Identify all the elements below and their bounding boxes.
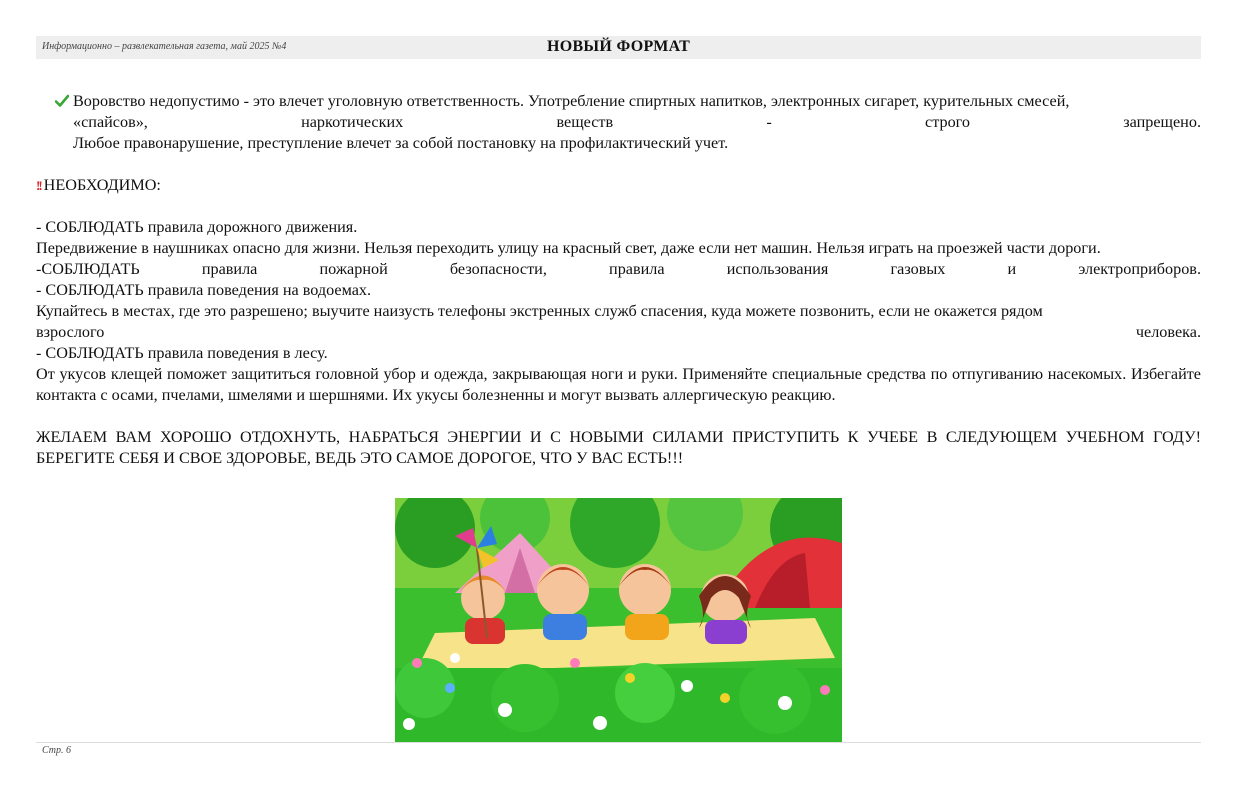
newspaper-title: НОВЫЙ ФОРМАТ [546,38,691,55]
summer-illustration [395,498,842,742]
fire-rule: -СОБЛЮДАТЬ правила пожарной безопасности, правила использования газовых и электроприборов. [36,260,1201,278]
water-text-2: взрослого человека. [36,323,1201,341]
article-body [36,91,1201,469]
footer-divider [36,742,1201,743]
page-number: Стр. 6 [42,745,72,756]
needed-label: НЕОБХОДИМО: [43,176,161,194]
newspaper-subtitle: Информационно – развлекательная газета, май 2025 №4 [42,41,287,52]
theft-line-2: «спайсов», наркотических веществ - строго запрещено. [73,113,1201,131]
water-text-1: Купайтесь в местах, где это разрешено; выучите наизусть телефоны экстренных служб спасения, куда можете позвонить, если не окажется рядом [36,302,1043,320]
forest-text: От укусов клещей поможет защититься головной убор и одежда, закрывающая ноги и руки. Применяйте специальные средства по отпугиванию насекомых. Избегайте контакта с осами, пчелами, шмелями и шершнями. Их укусы болезненны и могут вызвать аллергическую реакцию. [36,365,1201,404]
page-header [36,36,1201,59]
wish-text: ЖЕЛАЕМ ВАМ ХОРОШО ОТДОХНУТЬ, НАБРАТЬСЯ ЭНЕРГИИ И С НОВЫМИ СИЛАМИ ПРИСТУПИТЬ К УЧЕБЕ В СЛЕДУЮЩЕМ УЧЕБНОМ ГОДУ! БЕРЕГИТЕ СЕБЯ И СВОЕ ЗДОРОВЬЕ, ВЕДЬ ЭТО САМОЕ ДОРОГОЕ, ЧТО У ВАС ЕСТЬ!!! [36,428,1201,467]
water-rule: - СОБЛЮДАТЬ правила поведения на водоемах. [36,281,372,299]
theft-line-3: Любое правонарушение, преступление влечет за собой постановку на профилактический учет. [73,134,729,152]
forest-rule: - СОБЛЮДАТЬ правила поведения в лесу. [36,344,328,362]
needed-heading [36,175,1201,196]
checkmark-icon [55,94,69,108]
traffic-text: Передвижение в наушниках опасно для жизни. Нельзя переходить улицу на красный свет, даже если нет машин. Нельзя играть на проезжей части дороги. [36,239,1101,257]
theft-line-1: Воровство недопустимо - это влечет уголовную ответственность. Употребление спиртных напитков, электронных сигарет, курительных смесей, [73,92,1070,110]
theft-paragraph [36,91,1201,154]
exclamation-icon: !! [36,178,41,193]
traffic-rule: - СОБЛЮДАТЬ правила дорожного движения. [36,218,358,236]
